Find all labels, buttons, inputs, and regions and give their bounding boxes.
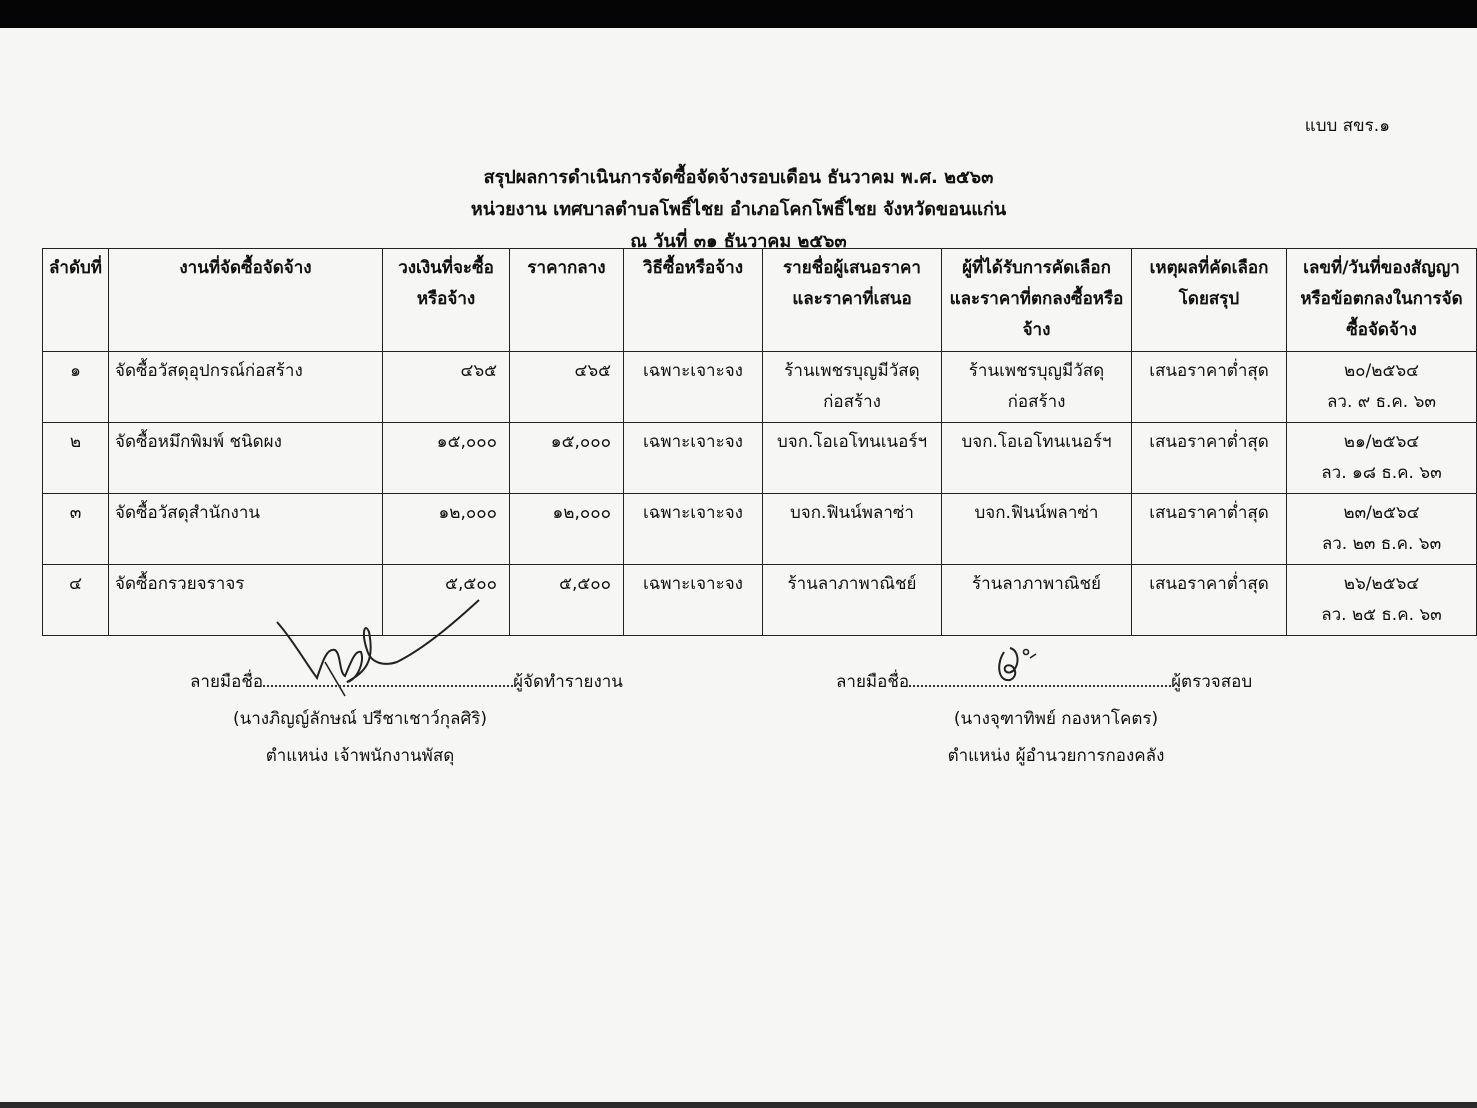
table-row — [43, 423, 1477, 494]
cell-no: ๑ — [43, 352, 109, 423]
cell-work: จัดซื้อกรวยจราจร — [109, 565, 383, 636]
contract-number: ๒๑/๒๕๖๔ — [1343, 432, 1420, 452]
signer-name: (นางจุฑาทิพย์ กองหาโคตร) — [953, 709, 1159, 729]
cell-contract — [1287, 352, 1477, 423]
contract-number: ๒๐/๒๕๖๔ — [1343, 361, 1420, 381]
signer-position: ตำแหน่ง ผู้อำนวยการกองคลัง — [947, 746, 1165, 766]
signer-position: ตำแหน่ง เจ้าพนักงานพัสดุ — [265, 746, 455, 766]
cell-winner: ร้านเพชรบุญมีวัสดุก่อสร้าง — [942, 352, 1132, 423]
header-bidders: รายชื่อผู้เสนอราคาและราคาที่เสนอ — [763, 249, 942, 352]
contract-number: ๒๓/๒๕๖๔ — [1343, 503, 1420, 523]
cell-contract — [1287, 565, 1477, 636]
signature-block-reviewer — [836, 668, 1276, 769]
header-median-price: ราคากลาง — [510, 249, 624, 352]
cell-winner: ร้านลาภาพาณิชย์ — [942, 565, 1132, 636]
signature-line — [836, 668, 1276, 695]
table-row — [43, 565, 1477, 636]
signature-label: ลายมือชื่อ — [190, 672, 264, 692]
cell-method: เฉพาะเจาะจง — [624, 494, 763, 565]
signature-role: ผู้ตรวจสอบ — [1171, 672, 1253, 692]
cell-work: จัดซื้อวัสดุสำนักงาน — [109, 494, 383, 565]
agency-line: หน่วยงาน เทศบาลตำบลโพธิ์ไชย อำเภอโคกโพธิ์ไชย จังหวัดขอนแก่น — [470, 199, 1007, 220]
cell-budget: ๑๕,๐๐๐ — [383, 423, 510, 494]
cell-contract — [1287, 494, 1477, 565]
cell-winner: บจก.ฟินน์พลาซ่า — [942, 494, 1132, 565]
signature-dots — [263, 671, 513, 687]
table-row — [43, 494, 1477, 565]
cell-bidder: ร้านเพชรบุญมีวัสดุก่อสร้าง — [763, 352, 942, 423]
contract-date: ลว. ๑๘ ธ.ค. ๖๓ — [1321, 463, 1442, 483]
cell-reason: เสนอราคาต่ำสุด — [1132, 494, 1287, 565]
cell-no: ๒ — [43, 423, 109, 494]
table-row — [43, 352, 1477, 423]
cell-budget: ๔๖๕ — [383, 352, 510, 423]
signature-label: ลายมือชื่อ — [836, 672, 910, 692]
report-title: สรุปผลการดำเนินการจัดซื้อจัดจ้างรอบเดือน ธันวาคม พ.ศ. ๒๕๖๓ — [483, 167, 994, 188]
procurement-table — [42, 248, 1477, 636]
cell-method: เฉพาะเจาะจง — [624, 423, 763, 494]
cell-reason: เสนอราคาต่ำสุด — [1132, 352, 1287, 423]
table-header-row — [43, 249, 1477, 352]
cell-reason: เสนอราคาต่ำสุด — [1132, 423, 1287, 494]
form-code: แบบ สขร.๑ — [1304, 116, 1390, 136]
cell-work: จัดซื้อหมึกพิมพ์ ชนิดผง — [109, 423, 383, 494]
cell-contract — [1287, 423, 1477, 494]
header-method: วิธีซื้อหรือจ้าง — [624, 249, 763, 352]
signature-role: ผู้จัดทำรายงาน — [513, 672, 623, 692]
signer-name: (นางภิญญ์ลักษณ์ ปรีชาเชาว์กุลศิริ) — [232, 709, 488, 729]
cell-median-price: ๔๖๕ — [510, 352, 624, 423]
cell-budget: ๑๒,๐๐๐ — [383, 494, 510, 565]
contract-date: ลว. ๒๕ ธ.ค. ๖๓ — [1321, 605, 1442, 625]
bottom-dark-border — [0, 1102, 1477, 1108]
signature-block-preparer — [190, 668, 650, 769]
cell-winner: บจก.โอเอโทนเนอร์ฯ — [942, 423, 1132, 494]
header-contract: เลขที่/วันที่ของสัญญาหรือข้อตกลงในการจัดซื้อจัดจ้าง — [1287, 249, 1477, 352]
cell-bidder: บจก.โอเอโทนเนอร์ฯ — [763, 423, 942, 494]
cell-budget: ๕,๕๐๐ — [383, 565, 510, 636]
cell-method: เฉพาะเจาะจง — [624, 352, 763, 423]
cell-bidder: บจก.ฟินน์พลาซ่า — [763, 494, 942, 565]
cell-median-price: ๕,๕๐๐ — [510, 565, 624, 636]
contract-date: ลว. ๒๓ ธ.ค. ๖๓ — [1321, 534, 1442, 554]
contract-date: ลว. ๙ ธ.ค. ๖๓ — [1327, 392, 1436, 412]
signature-dots — [909, 671, 1171, 687]
contract-number: ๒๖/๒๕๖๔ — [1343, 574, 1420, 594]
cell-median-price: ๑๒,๐๐๐ — [510, 494, 624, 565]
header-no: ลำดับที่ — [43, 249, 109, 352]
cell-work: จัดซื้อวัสดุอุปกรณ์ก่อสร้าง — [109, 352, 383, 423]
header-work: งานที่จัดซื้อจัดจ้าง — [109, 249, 383, 352]
cell-bidder: ร้านลาภาพาณิชย์ — [763, 565, 942, 636]
cell-method: เฉพาะเจาะจง — [624, 565, 763, 636]
cell-reason: เสนอราคาต่ำสุด — [1132, 565, 1287, 636]
cell-median-price: ๑๕,๐๐๐ — [510, 423, 624, 494]
cell-no: ๓ — [43, 494, 109, 565]
header-winner: ผู้ที่ได้รับการคัดเลือกและราคาที่ตกลงซื้อหรือจ้าง — [942, 249, 1132, 352]
header-reason: เหตุผลที่คัดเลือกโดยสรุป — [1132, 249, 1287, 352]
top-dark-border — [0, 0, 1477, 28]
cell-no: ๔ — [43, 565, 109, 636]
signature-line — [190, 668, 650, 695]
date-line: ณ วันที่ ๓๑ ธันวาคม ๒๕๖๓ — [630, 231, 847, 252]
header-budget: วงเงินที่จะซื้อหรือจ้าง — [383, 249, 510, 352]
